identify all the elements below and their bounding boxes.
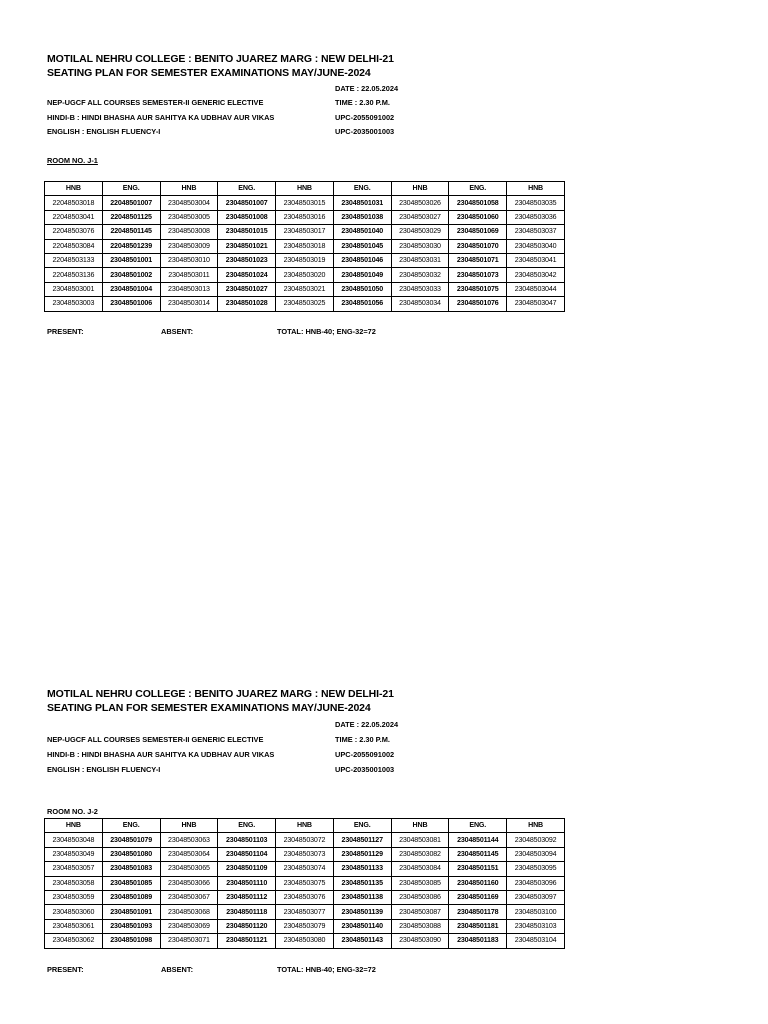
- hindi-paper: HINDI-B : HINDI BHASHA AUR SAHITYA KA UDBHAV AUR VIKAS: [47, 750, 275, 759]
- column-header: ENG.: [102, 182, 160, 196]
- roll-number-cell: 23048503074: [276, 862, 334, 876]
- roll-number-cell: 23048503017: [276, 225, 334, 239]
- roll-number-cell: 23048501138: [333, 890, 391, 904]
- roll-number-cell: 23048501098: [102, 934, 160, 948]
- roll-number-cell: 22048503018: [45, 196, 103, 210]
- column-header: ENG.: [333, 819, 391, 833]
- roll-number-cell: 23048501038: [333, 210, 391, 224]
- roll-number-cell: 23048501045: [333, 239, 391, 253]
- table-row: [45, 919, 565, 933]
- roll-number-cell: 23048503021: [276, 282, 334, 296]
- roll-number-cell: 23048503062: [45, 934, 103, 948]
- roll-number-cell: 23048501002: [102, 268, 160, 282]
- table-row: [45, 862, 565, 876]
- college-title: MOTILAL NEHRU COLLEGE : BENITO JUAREZ MARG : NEW DELHI-21: [47, 688, 394, 700]
- course-line: NEP-UGCF ALL COURSES SEMESTER-II GENERIC ELECTIVE: [47, 98, 264, 107]
- column-header: ENG.: [449, 182, 507, 196]
- roll-number-cell: 23048503004: [160, 196, 218, 210]
- roll-number-cell: 23048501069: [449, 225, 507, 239]
- roll-number-cell: 23048503049: [45, 847, 103, 861]
- column-header: HNB: [160, 182, 218, 196]
- roll-number-cell: 23048501024: [218, 268, 276, 282]
- roll-number-cell: 23048503020: [276, 268, 334, 282]
- english-paper-code: UPC-2035001003: [335, 765, 395, 774]
- roll-number-cell: 23048503041: [507, 253, 565, 267]
- roll-number-cell: 23048503092: [507, 833, 565, 847]
- roll-number-cell: 23048501144: [449, 833, 507, 847]
- roll-number-cell: 23048501178: [449, 905, 507, 919]
- roll-number-cell: 23048503094: [507, 847, 565, 861]
- roll-number-cell: 23048501120: [218, 919, 276, 933]
- roll-number-cell: 23048503060: [45, 905, 103, 919]
- total-count: TOTAL: HNB-40; ENG-32=72: [277, 327, 376, 336]
- roll-number-cell: 23048501143: [333, 934, 391, 948]
- roll-number-cell: 22048501007: [102, 196, 160, 210]
- exam-time: TIME : 2.30 P.M.: [335, 98, 390, 107]
- column-header: ENG.: [333, 182, 391, 196]
- roll-number-cell: 23048501160: [449, 876, 507, 890]
- table-row: [45, 196, 565, 210]
- roll-number-cell: 23048503087: [391, 905, 449, 919]
- table-row: [45, 876, 565, 890]
- roll-number-cell: 23048503069: [160, 919, 218, 933]
- roll-number-cell: 23048501001: [102, 253, 160, 267]
- roll-number-cell: 23048503026: [391, 196, 449, 210]
- roll-number-cell: 23048501073: [449, 268, 507, 282]
- room-number: ROOM NO. J-2: [47, 807, 98, 816]
- roll-number-cell: 23048503044: [507, 282, 565, 296]
- table-row: [45, 890, 565, 904]
- roll-number-cell: 23048503081: [391, 833, 449, 847]
- roll-number-cell: 22048503084: [45, 239, 103, 253]
- roll-number-cell: 23048501079: [102, 833, 160, 847]
- roll-number-cell: 23048501060: [449, 210, 507, 224]
- roll-number-cell: 22048503133: [45, 253, 103, 267]
- roll-number-cell: 23048503042: [507, 268, 565, 282]
- roll-number-cell: 23048503001: [45, 282, 103, 296]
- roll-number-cell: 23048501093: [102, 919, 160, 933]
- room-number: ROOM NO. J-1: [47, 156, 98, 165]
- roll-number-cell: 23048503025: [276, 297, 334, 311]
- table-row: [45, 239, 565, 253]
- roll-number-cell: 23048503079: [276, 919, 334, 933]
- roll-number-cell: 23048503080: [276, 934, 334, 948]
- roll-number-cell: 23048501076: [449, 297, 507, 311]
- roll-number-cell: 23048501181: [449, 919, 507, 933]
- roll-number-cell: 23048501151: [449, 862, 507, 876]
- exam-date: DATE : 22.05.2024: [335, 720, 399, 729]
- roll-number-cell: 23048501028: [218, 297, 276, 311]
- roll-number-cell: 23048503096: [507, 876, 565, 890]
- table-header-row: [45, 819, 565, 833]
- seating-table: [44, 818, 565, 949]
- english-paper: ENGLISH : ENGLISH FLUENCY-I: [47, 127, 161, 136]
- present-label: PRESENT:: [47, 965, 84, 974]
- roll-number-cell: 23048501085: [102, 876, 160, 890]
- table-row: [45, 847, 565, 861]
- table-row: [45, 297, 565, 311]
- roll-number-cell: 23048501118: [218, 905, 276, 919]
- table-row: [45, 253, 565, 267]
- roll-number-cell: 23048503064: [160, 847, 218, 861]
- roll-number-cell: 23048501083: [102, 862, 160, 876]
- roll-number-cell: 23048503090: [391, 934, 449, 948]
- roll-number-cell: 23048503084: [391, 862, 449, 876]
- roll-number-cell: 23048503027: [391, 210, 449, 224]
- roll-number-cell: 23048503018: [276, 239, 334, 253]
- roll-number-cell: 23048501127: [333, 833, 391, 847]
- roll-number-cell: 23048503077: [276, 905, 334, 919]
- table-row: [45, 225, 565, 239]
- roll-number-cell: 23048501021: [218, 239, 276, 253]
- roll-number-cell: 23048503066: [160, 876, 218, 890]
- roll-number-cell: 23048503011: [160, 268, 218, 282]
- roll-number-cell: 23048503068: [160, 905, 218, 919]
- roll-number-cell: 23048501091: [102, 905, 160, 919]
- column-header: HNB: [276, 182, 334, 196]
- column-header: HNB: [160, 819, 218, 833]
- absent-label: ABSENT:: [161, 965, 194, 974]
- roll-number-cell: 23048501169: [449, 890, 507, 904]
- roll-number-cell: 23048501050: [333, 282, 391, 296]
- roll-number-cell: 22048501239: [102, 239, 160, 253]
- roll-number-cell: 23048501023: [218, 253, 276, 267]
- roll-number-cell: 23048503015: [276, 196, 334, 210]
- roll-number-cell: 23048503085: [391, 876, 449, 890]
- roll-number-cell: 23048501058: [449, 196, 507, 210]
- roll-number-cell: 23048503034: [391, 297, 449, 311]
- roll-number-cell: 23048503013: [160, 282, 218, 296]
- roll-number-cell: 23048503009: [160, 239, 218, 253]
- plan-title: SEATING PLAN FOR SEMESTER EXAMINATIONS MAY/JUNE-2024: [47, 702, 371, 714]
- roll-number-cell: 23048501071: [449, 253, 507, 267]
- roll-number-cell: 22048503076: [45, 225, 103, 239]
- roll-number-cell: 23048503059: [45, 890, 103, 904]
- roll-number-cell: 23048503073: [276, 847, 334, 861]
- table-row: [45, 833, 565, 847]
- table-header-row: [45, 182, 565, 196]
- roll-number-cell: 22048503041: [45, 210, 103, 224]
- seating-table: [44, 181, 565, 312]
- roll-number-cell: 23048503010: [160, 253, 218, 267]
- roll-number-cell: 23048501008: [218, 210, 276, 224]
- roll-number-cell: 23048501104: [218, 847, 276, 861]
- column-header: HNB: [276, 819, 334, 833]
- roll-number-cell: 22048501145: [102, 225, 160, 239]
- roll-number-cell: 23048501089: [102, 890, 160, 904]
- roll-number-cell: 23048503040: [507, 239, 565, 253]
- roll-number-cell: 23048503005: [160, 210, 218, 224]
- roll-number-cell: 23048503031: [391, 253, 449, 267]
- roll-number-cell: 23048501140: [333, 919, 391, 933]
- column-header: HNB: [507, 182, 565, 196]
- exam-time: TIME : 2.30 P.M.: [335, 735, 390, 744]
- roll-number-cell: 23048503071: [160, 934, 218, 948]
- roll-number-cell: 23048501103: [218, 833, 276, 847]
- roll-number-cell: 23048503047: [507, 297, 565, 311]
- roll-number-cell: 23048503035: [507, 196, 565, 210]
- exam-date: DATE : 22.05.2024: [335, 84, 399, 93]
- hindi-paper: HINDI-B : HINDI BHASHA AUR SAHITYA KA UDBHAV AUR VIKAS: [47, 113, 275, 122]
- roll-number-cell: 22048501125: [102, 210, 160, 224]
- table-row: [45, 268, 565, 282]
- roll-number-cell: 23048503095: [507, 862, 565, 876]
- roll-number-cell: 23048503008: [160, 225, 218, 239]
- english-paper: ENGLISH : ENGLISH FLUENCY-I: [47, 765, 161, 774]
- roll-number-cell: 23048501183: [449, 934, 507, 948]
- roll-number-cell: 23048503029: [391, 225, 449, 239]
- roll-number-cell: 23048501139: [333, 905, 391, 919]
- roll-number-cell: 23048501004: [102, 282, 160, 296]
- roll-number-cell: 23048501075: [449, 282, 507, 296]
- roll-number-cell: 22048503136: [45, 268, 103, 282]
- column-header: HNB: [45, 819, 103, 833]
- total-count: TOTAL: HNB-40; ENG-32=72: [277, 965, 376, 974]
- hindi-paper-code: UPC-2055091002: [335, 750, 395, 759]
- roll-number-cell: 23048501070: [449, 239, 507, 253]
- roll-number-cell: 23048503003: [45, 297, 103, 311]
- course-line: NEP-UGCF ALL COURSES SEMESTER-II GENERIC ELECTIVE: [47, 735, 264, 744]
- table-row: [45, 905, 565, 919]
- table-row: [45, 934, 565, 948]
- roll-number-cell: 23048501007: [218, 196, 276, 210]
- roll-number-cell: 23048503057: [45, 862, 103, 876]
- roll-number-cell: 23048501129: [333, 847, 391, 861]
- roll-number-cell: 23048503032: [391, 268, 449, 282]
- roll-number-cell: 23048503075: [276, 876, 334, 890]
- roll-number-cell: 23048503100: [507, 905, 565, 919]
- table-row: [45, 210, 565, 224]
- column-header: HNB: [45, 182, 103, 196]
- roll-number-cell: 23048501006: [102, 297, 160, 311]
- roll-number-cell: 23048503088: [391, 919, 449, 933]
- roll-number-cell: 23048501080: [102, 847, 160, 861]
- roll-number-cell: 23048501056: [333, 297, 391, 311]
- roll-number-cell: 23048503082: [391, 847, 449, 861]
- column-header: ENG.: [218, 819, 276, 833]
- roll-number-cell: 23048503016: [276, 210, 334, 224]
- roll-number-cell: 23048503014: [160, 297, 218, 311]
- roll-number-cell: 23048501040: [333, 225, 391, 239]
- roll-number-cell: 23048501109: [218, 862, 276, 876]
- college-title: MOTILAL NEHRU COLLEGE : BENITO JUAREZ MARG : NEW DELHI-21: [47, 53, 394, 65]
- roll-number-cell: 23048503033: [391, 282, 449, 296]
- column-header: ENG.: [218, 182, 276, 196]
- roll-number-cell: 23048503048: [45, 833, 103, 847]
- roll-number-cell: 23048503065: [160, 862, 218, 876]
- hindi-paper-code: UPC-2055091002: [335, 113, 395, 122]
- roll-number-cell: 23048501110: [218, 876, 276, 890]
- roll-number-cell: 23048501121: [218, 934, 276, 948]
- table-row: [45, 282, 565, 296]
- roll-number-cell: 23048501145: [449, 847, 507, 861]
- present-label: PRESENT:: [47, 327, 84, 336]
- roll-number-cell: 23048503037: [507, 225, 565, 239]
- roll-number-cell: 23048503104: [507, 934, 565, 948]
- column-header: HNB: [391, 182, 449, 196]
- column-header: HNB: [391, 819, 449, 833]
- roll-number-cell: 23048503030: [391, 239, 449, 253]
- roll-number-cell: 23048501015: [218, 225, 276, 239]
- roll-number-cell: 23048503058: [45, 876, 103, 890]
- roll-number-cell: 23048501049: [333, 268, 391, 282]
- roll-number-cell: 23048501135: [333, 876, 391, 890]
- roll-number-cell: 23048503036: [507, 210, 565, 224]
- roll-number-cell: 23048503103: [507, 919, 565, 933]
- column-header: HNB: [507, 819, 565, 833]
- roll-number-cell: 23048501112: [218, 890, 276, 904]
- plan-title: SEATING PLAN FOR SEMESTER EXAMINATIONS MAY/JUNE-2024: [47, 67, 371, 79]
- roll-number-cell: 23048503019: [276, 253, 334, 267]
- column-header: ENG.: [102, 819, 160, 833]
- roll-number-cell: 23048503097: [507, 890, 565, 904]
- roll-number-cell: 23048501031: [333, 196, 391, 210]
- roll-number-cell: 23048501133: [333, 862, 391, 876]
- roll-number-cell: 23048503086: [391, 890, 449, 904]
- roll-number-cell: 23048503063: [160, 833, 218, 847]
- roll-number-cell: 23048501027: [218, 282, 276, 296]
- roll-number-cell: 23048503067: [160, 890, 218, 904]
- roll-number-cell: 23048503061: [45, 919, 103, 933]
- roll-number-cell: 23048503076: [276, 890, 334, 904]
- absent-label: ABSENT:: [161, 327, 194, 336]
- roll-number-cell: 23048501046: [333, 253, 391, 267]
- english-paper-code: UPC-2035001003: [335, 127, 395, 136]
- column-header: ENG.: [449, 819, 507, 833]
- roll-number-cell: 23048503072: [276, 833, 334, 847]
